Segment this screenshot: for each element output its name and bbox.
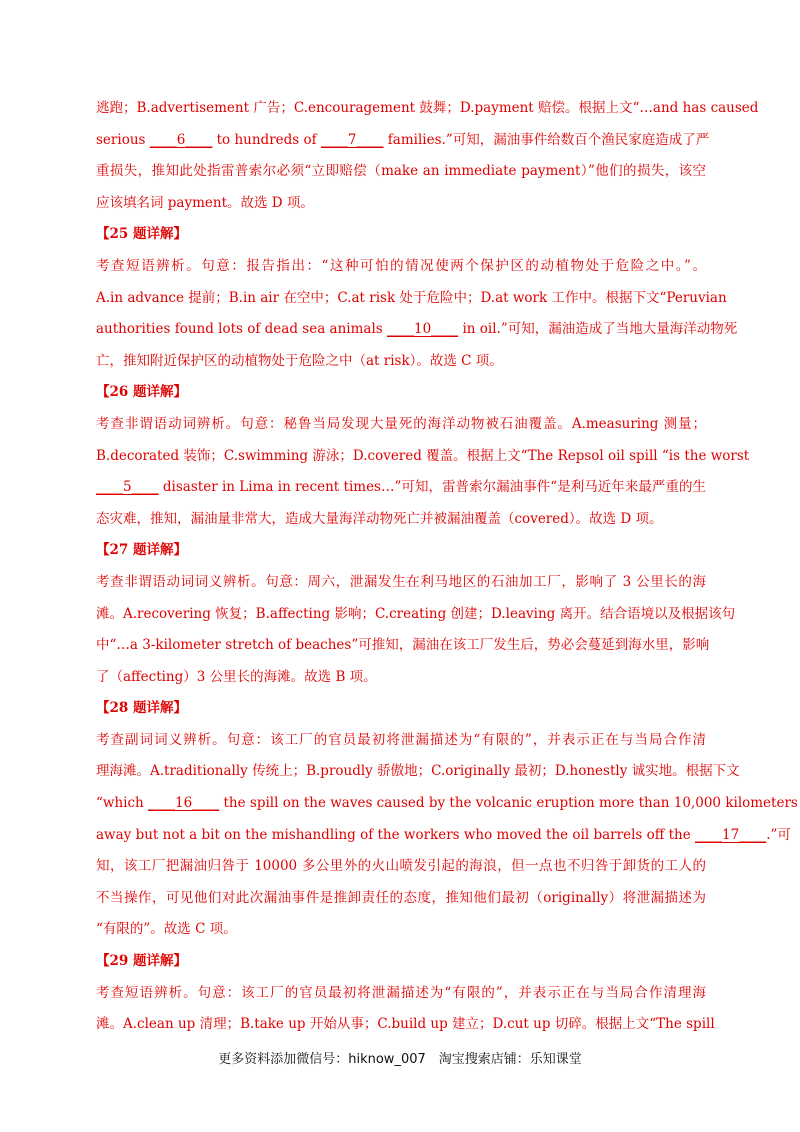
- text-line: 理海滩。A.traditionally 传统上；B.proudly 骄傲地；C.originally 最初；D.honestly 诚实地。根据下文: [96, 763, 740, 780]
- text-line: 考查短语辨析。句意：该工厂的官员最初将泄漏描述为“有限的”，并表示正在与当局合作清理海: [96, 984, 706, 1001]
- text-line: [96, 788, 798, 820]
- text-line: 重损失，推知此处指雷普索尔必须“立即赔偿（make an immediate payment）”他们的损失，该空: [96, 163, 706, 180]
- answer-blank: ____16____: [148, 795, 220, 812]
- explanation-paragraph: [96, 93, 759, 219]
- answer-blank: ____17____: [695, 826, 767, 843]
- text-segment: to hundreds of: [212, 131, 321, 148]
- answer-explanation-body: [96, 93, 798, 1041]
- text-line: 了（affecting）3 公里长的海滩。故选 B 项。: [96, 668, 377, 685]
- text-segment: away but not a bit on the mishandling of the workers who moved the oil barrels off the: [96, 826, 696, 843]
- explanation-paragraph: [96, 409, 750, 535]
- text-line: [96, 472, 706, 504]
- text-line: [96, 314, 738, 346]
- question-heading: 【29 题详解】: [96, 953, 187, 970]
- text-segment: disaster in Lima in recent times…”可知，雷普索尔漏油事件“是利马近年来最严重的生: [158, 479, 706, 496]
- text-line: 亡，推知附近保护区的动植物处于危险之中（at risk）。故选 C 项。: [96, 352, 503, 369]
- text-line: 不当操作，可见他们对此次漏油事件是推卸责任的态度，推知他们最初（originally）将泄漏描述为: [96, 889, 706, 906]
- text-segment: the spill on the waves caused by the volcanic eruption more than 10,000 kilometers: [219, 795, 798, 812]
- text-line: [96, 820, 791, 852]
- explanation-paragraph: [96, 251, 738, 377]
- text-segment: in oil.”可知，漏油造成了当地大量海洋动物死: [458, 321, 738, 338]
- question-heading: 【26 题详解】: [96, 384, 187, 401]
- explanation-paragraph: [96, 725, 798, 946]
- text-line: 态灾难，推知，漏油量非常大，造成大量海洋动物死亡并被漏油覆盖（covered）。故选 D 项。: [96, 510, 663, 527]
- text-segment: authorities found lots of dead sea animals: [96, 321, 387, 338]
- text-line: “有限的”。故选 C 项。: [96, 921, 237, 938]
- answer-blank: ____5____: [96, 479, 159, 496]
- text-line: 逃跑；B.advertisement 广告；C.encouragement 鼓舞；D.payment 赔偿。根据上文“…and has caused: [96, 100, 759, 116]
- text-line: 考查短语辨析。句意：报告指出：“这种可怕的情况使两个保护区的动植物处于危险之中。”。: [96, 257, 706, 274]
- text-segment: “which: [96, 795, 149, 812]
- question-heading: 【27 题详解】: [96, 542, 187, 559]
- answer-blank: ____7____: [320, 131, 384, 148]
- text-line: [96, 125, 710, 157]
- page-footer: 更多资料添加微信号：hiknow_007 淘宝搜索店铺：乐知课堂: [218, 1052, 582, 1067]
- text-segment: serious: [96, 131, 150, 148]
- text-line: B.decorated 装饰；C.swimming 游泳；D.covered 覆盖。根据上文“The Repsol oil spill “is the worst: [96, 447, 750, 464]
- text-line: 应该填名词 payment。故选 D 项。: [96, 194, 314, 211]
- text-line: 考查非谓语动词辨析。句意：秘鲁当局发现大量死的海洋动物被石油覆盖。A.measuring 测量；: [96, 415, 706, 432]
- text-segment: .”可: [766, 826, 791, 843]
- explanation-paragraph: [96, 978, 715, 1041]
- text-line: 滩。A.clean up 清理；B.take up 开始从事；C.build up 建立；D.cut up 切碎。根据上文“The spill: [96, 1016, 715, 1033]
- text-line: 滩。A.recovering 恢复；B.affecting 影响；C.creating 创建；D.leaving 离开。结合语境以及根据该句: [96, 605, 736, 622]
- text-segment: families.”可知，漏油事件给数百个渔民家庭造成了严: [383, 131, 710, 148]
- question-heading: 【28 题详解】: [96, 700, 187, 717]
- answer-blank: ____6____: [149, 131, 213, 148]
- explanation-paragraph: [96, 567, 736, 693]
- answer-blank: ____10____: [386, 321, 459, 338]
- text-line: 中“…a 3-kilometer stretch of beaches”可推知，漏油在该工厂发生后，势必会蔓延到海水里，影响: [96, 637, 710, 654]
- text-line: 考查非谓语动词词义辨析。句意：周六，泄漏发生在利马地区的石油加工厂，影响了 3 公里长的海: [96, 573, 706, 590]
- text-line: A.in advance 提前；B.in air 在空中；C.at risk 处于危险中；D.at work 工作中。根据下文“Peruvian: [96, 289, 727, 306]
- question-heading: 【25 题详解】: [96, 226, 187, 243]
- text-line: 知，该工厂把漏油归咎于 10000 多公里外的火山喷发引起的海浪，但一点也不归咎于卸货的工人的: [96, 858, 706, 875]
- text-line: 考查副词词义辨析。句意：该工厂的官员最初将泄漏描述为“有限的”，并表示正在与当局合作清: [96, 731, 706, 748]
